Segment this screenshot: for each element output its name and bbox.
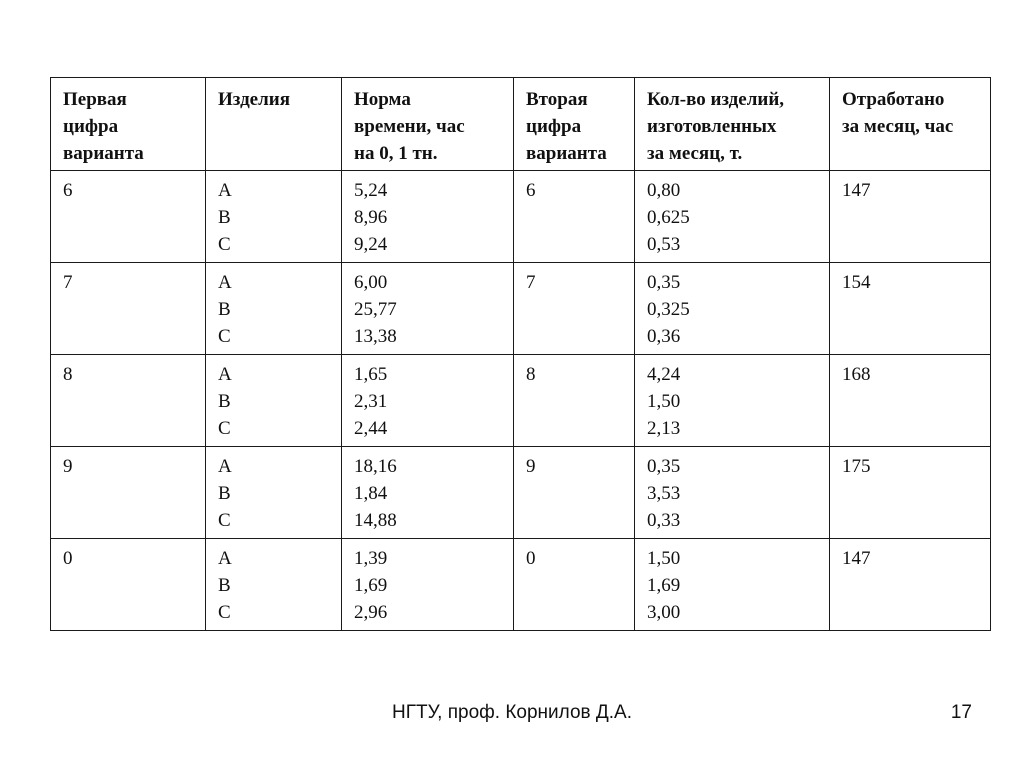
- cell-norms-value: 1,65 2,31 2,44: [354, 364, 388, 439]
- cell-norms: [342, 263, 514, 355]
- data-table: [50, 77, 991, 631]
- cell-first-digit: [51, 263, 206, 355]
- cell-hours-value: 147: [842, 180, 871, 201]
- table-row: [51, 539, 991, 631]
- cell-quantities: [635, 539, 830, 631]
- cell-norms: [342, 539, 514, 631]
- header-quantity: [635, 78, 830, 171]
- cell-hours-value: 175: [842, 456, 871, 477]
- cell-norms-value: 18,16 1,84 14,88: [354, 456, 397, 531]
- header-quantity-label: Кол-во изделий, изготовленных за месяц, т.: [647, 89, 785, 164]
- header-second-digit-label: Вторая цифра варианта: [526, 89, 607, 164]
- cell-hours: [830, 447, 991, 539]
- page-number: 17: [950, 702, 972, 723]
- cell-hours: [830, 539, 991, 631]
- footer-author: НГТУ, проф. Корнилов Д.А.: [392, 702, 632, 723]
- header-time-norm-label: Норма времени, час на 0, 1 тн.: [354, 89, 465, 164]
- cell-products-value: A B C: [218, 272, 232, 347]
- cell-quantities-value: 0,35 3,53 0,33: [647, 456, 681, 531]
- cell-norms: [342, 171, 514, 263]
- cell-quantities-value: 1,50 1,69 3,00: [647, 548, 681, 623]
- cell-hours-value: 154: [842, 272, 871, 293]
- table-row: [51, 355, 991, 447]
- header-first-digit: [51, 78, 206, 171]
- cell-products-value: A B C: [218, 364, 232, 439]
- header-time-norm: [342, 78, 514, 171]
- cell-quantities: [635, 447, 830, 539]
- cell-quantities-value: 4,24 1,50 2,13: [647, 364, 681, 439]
- cell-norms-value: 1,39 1,69 2,96: [354, 548, 388, 623]
- cell-norms-value: 5,24 8,96 9,24: [354, 180, 388, 255]
- cell-norms: [342, 355, 514, 447]
- cell-products: [206, 263, 342, 355]
- cell-first-digit-value: 7: [63, 272, 73, 293]
- cell-products-value: A B C: [218, 456, 232, 531]
- cell-hours: [830, 355, 991, 447]
- cell-norms-value: 6,00 25,77 13,38: [354, 272, 397, 347]
- cell-first-digit-value: 9: [63, 456, 73, 477]
- cell-second-digit: [514, 539, 635, 631]
- data-table-container: [50, 77, 991, 631]
- cell-hours-value: 168: [842, 364, 871, 385]
- cell-products: [206, 539, 342, 631]
- header-products: [206, 78, 342, 171]
- cell-quantities-value: 0,80 0,625 0,53: [647, 180, 690, 255]
- cell-second-digit: [514, 355, 635, 447]
- header-hours-worked: [830, 78, 991, 171]
- cell-hours: [830, 263, 991, 355]
- cell-first-digit: [51, 171, 206, 263]
- cell-first-digit-value: 6: [63, 180, 73, 201]
- cell-second-digit: [514, 171, 635, 263]
- table-row: [51, 447, 991, 539]
- cell-second-digit-value: 0: [526, 548, 536, 569]
- cell-products: [206, 447, 342, 539]
- cell-products: [206, 171, 342, 263]
- cell-first-digit: [51, 447, 206, 539]
- table-header-row: [51, 78, 991, 171]
- table-row: [51, 171, 991, 263]
- cell-first-digit-value: 8: [63, 364, 73, 385]
- header-first-digit-label: Первая цифра варианта: [63, 89, 144, 164]
- cell-second-digit-value: 7: [526, 272, 536, 293]
- cell-first-digit: [51, 539, 206, 631]
- table-row: [51, 263, 991, 355]
- cell-first-digit: [51, 355, 206, 447]
- cell-second-digit-value: 6: [526, 180, 536, 201]
- header-products-label: Изделия: [218, 89, 291, 110]
- cell-first-digit-value: 0: [63, 548, 73, 569]
- cell-norms: [342, 447, 514, 539]
- cell-products-value: A B C: [218, 180, 232, 255]
- cell-hours: [830, 171, 991, 263]
- cell-quantities: [635, 355, 830, 447]
- cell-products-value: A B C: [218, 548, 232, 623]
- cell-second-digit-value: 9: [526, 456, 536, 477]
- header-hours-worked-label: Отработано за месяц, час: [842, 89, 954, 137]
- cell-second-digit: [514, 447, 635, 539]
- header-second-digit: [514, 78, 635, 171]
- cell-quantities: [635, 171, 830, 263]
- cell-products: [206, 355, 342, 447]
- cell-quantities-value: 0,35 0,325 0,36: [647, 272, 690, 347]
- cell-quantities: [635, 263, 830, 355]
- cell-second-digit: [514, 263, 635, 355]
- cell-hours-value: 147: [842, 548, 871, 569]
- cell-second-digit-value: 8: [526, 364, 536, 385]
